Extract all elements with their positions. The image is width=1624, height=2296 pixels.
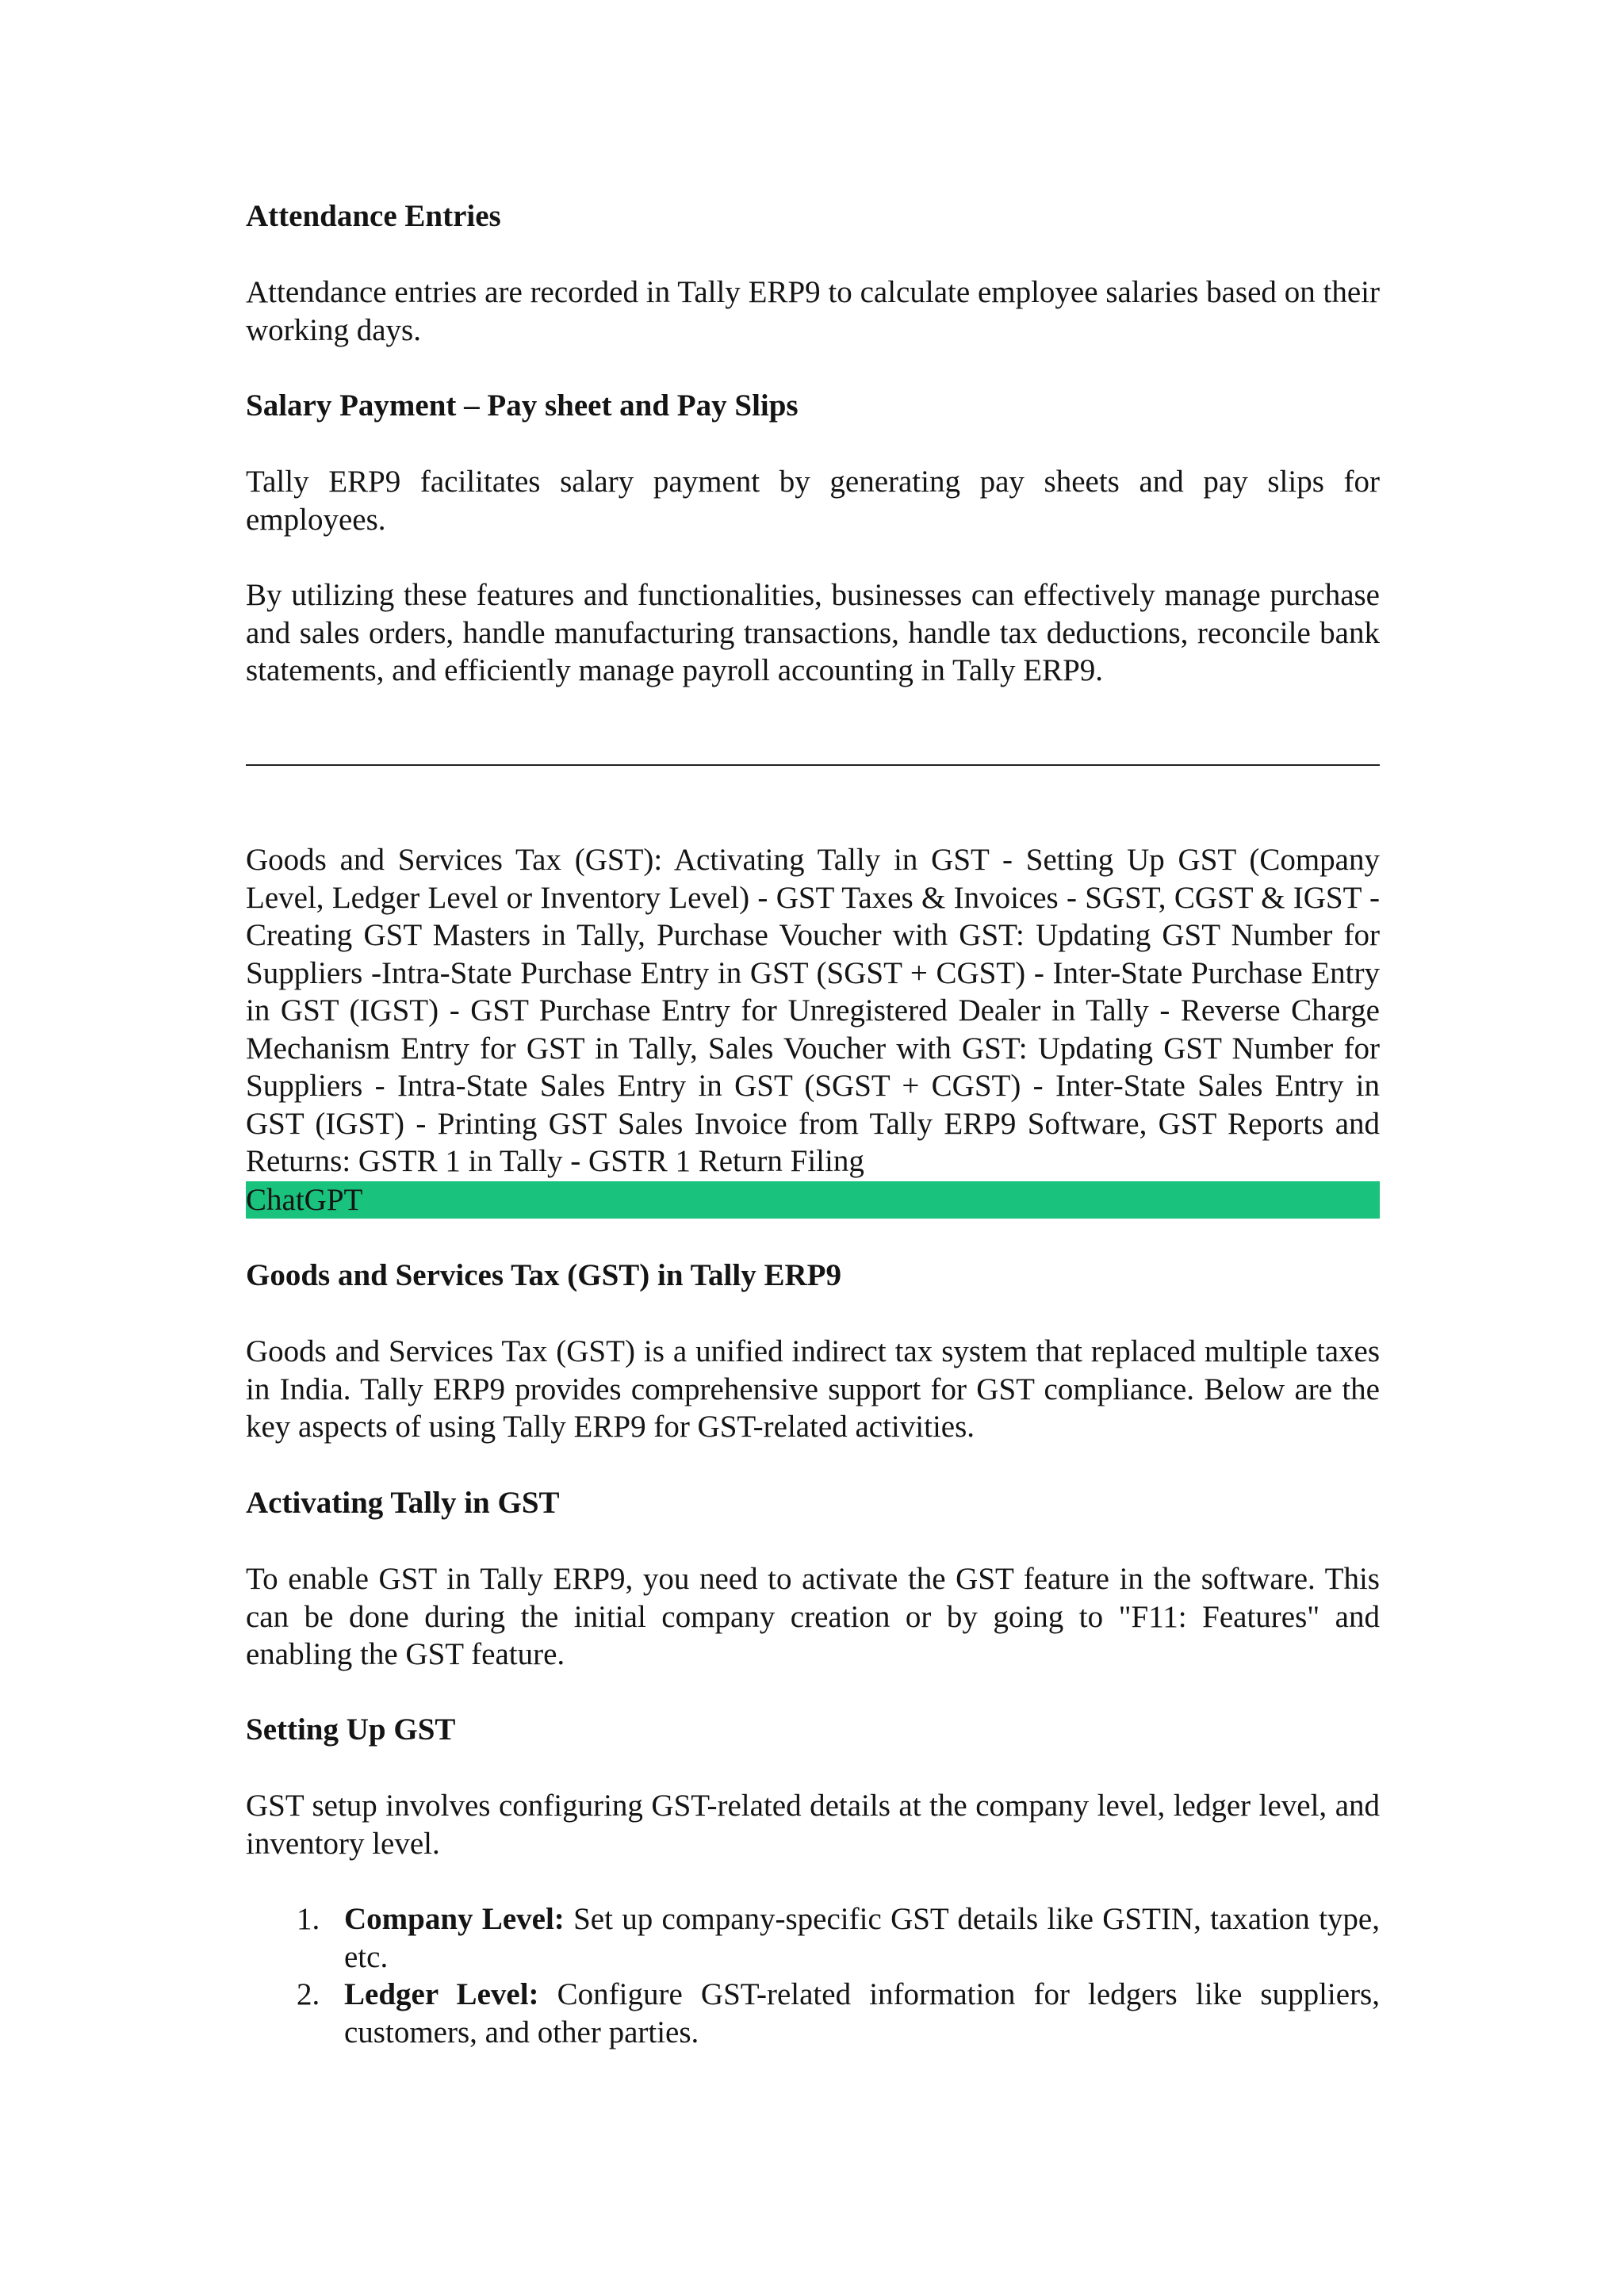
salary-paragraph: Tally ERP9 facilitates salary payment by generating pay sheets and pay slips for employees. [246, 465, 1380, 537]
attendance-heading: Attendance Entries [246, 199, 501, 233]
horizontal-rule [246, 764, 1380, 766]
gst-paragraph: Goods and Services Tax (GST) is a unified indirect tax system that replaced multiple taxes in India. Tally ERP9 provides comprehensive support for GST compliance. Below are the key aspects of using Tally ERP9 for GST-related activities. [246, 1334, 1380, 1444]
prompt-paragraph: Goods and Services Tax (GST): Activating Tally in GST - Setting Up GST (Company Level, Ledger Level or Inventory Level) - GST Taxes & Invoices - SGST, CGST & IGST - Creating GST Masters in Tally, Purchase Voucher with GST: Updating GST Number for Suppliers -Intra-State Purchase Entry in GST (SGST + CGST) - Inter-State Purchase Entry in GST (IGST) - GST Purchase Entry for Unregistered Dealer in Tally - Reverse Charge Mechanism Entry for GST in Tally, Sales Voucher with GST: Updating GST Number for Suppliers - Intra-State Sales Entry in GST (SGST + CGST) - Inter-State Sales Entry in GST (IGST) - Printing GST Sales Invoice from Tally ERP9 Software, GST Reports and Returns: GSTR 1 in Tally - GSTR 1 Return Filing [246, 843, 1380, 1178]
setup-heading: Setting Up GST [246, 1712, 456, 1747]
summary-paragraph: By utilizing these features and functionalities, businesses can effectively manage purchase and sales orders, handle manufacturing transactions, handle tax deductions, reconcile bank statements, and efficiently manage payroll accounting in Tally ERP9. [246, 578, 1380, 687]
salary-heading: Salary Payment – Pay sheet and Pay Slips [246, 388, 799, 423]
list-item-term: Company Level: [344, 1902, 565, 1936]
list-item [246, 1900, 1380, 1976]
list-item [246, 1976, 1380, 2051]
list-item-text: Set up company-specific GST details like GSTIN, taxation type, etc. [344, 1902, 1380, 1974]
activating-heading: Activating Tally in GST [246, 1486, 560, 1520]
list-item-text: Configure GST-related information for ledgers like suppliers, customers, and other parties. [344, 1977, 1380, 2049]
activating-paragraph: To enable GST in Tally ERP9, you need to activate the GST feature in the software. This can be done during the initial company creation or by going to "F11: Features" and enabling the GST feature. [246, 1562, 1380, 1671]
chatgpt-highlight-bar [246, 1181, 1380, 1219]
list-item-term: Ledger Level: [344, 1977, 539, 2011]
setup-levels-list [246, 1900, 1380, 2051]
list-item-number: 2. [297, 1977, 320, 2011]
list-item-number: 1. [297, 1902, 320, 1936]
gst-heading: Goods and Services Tax (GST) in Tally ERP9 [246, 1258, 841, 1292]
setup-paragraph: GST setup involves configuring GST-related details at the company level, ledger level, and inventory level. [246, 1789, 1380, 1861]
chatgpt-label: ChatGPT [246, 1183, 363, 1217]
attendance-paragraph: Attendance entries are recorded in Tally ERP9 to calculate employee salaries based on their working days. [246, 275, 1380, 347]
